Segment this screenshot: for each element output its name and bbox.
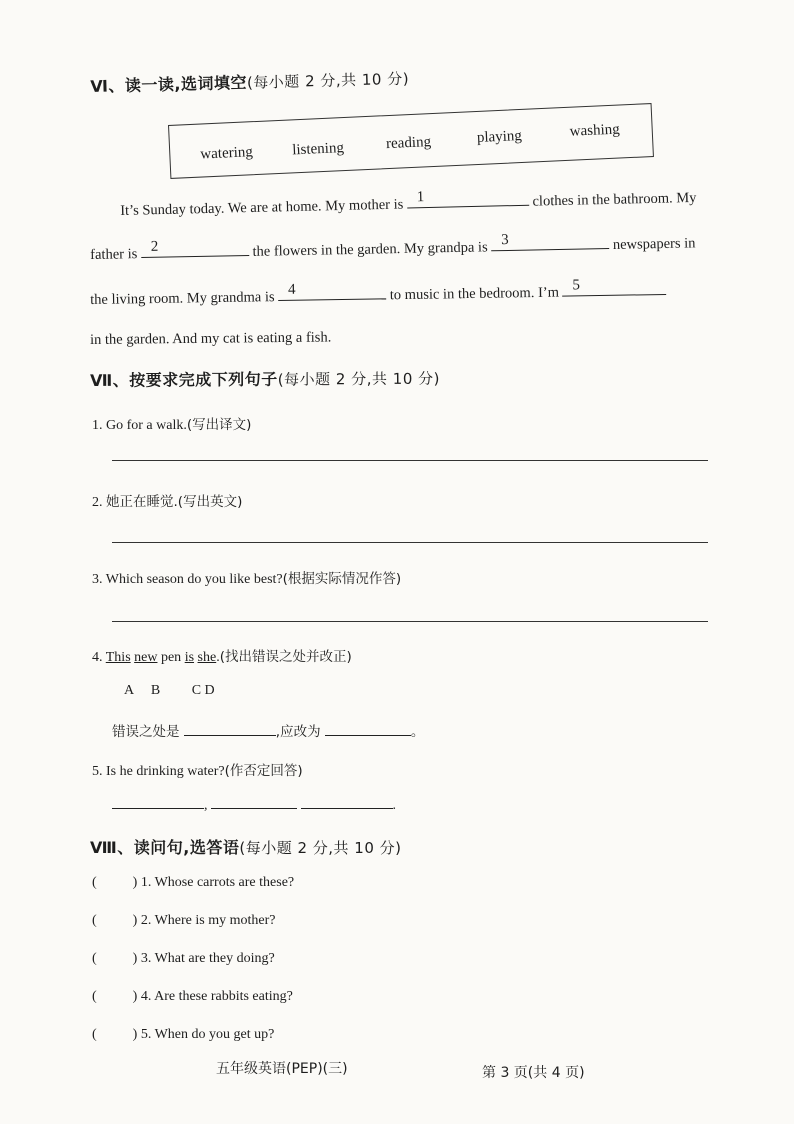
- question-number: 2.: [92, 495, 103, 510]
- end-mark: 。: [410, 724, 425, 740]
- section-8-title: Ⅷ、读问句,选答语: [90, 838, 240, 857]
- answer-line-3[interactable]: [112, 621, 708, 622]
- passage-line-2: [90, 232, 696, 264]
- question-number: 5.: [92, 764, 103, 779]
- question-instruction: (找出错误之处并改正): [219, 649, 352, 665]
- question-instruction: (写出英文): [177, 494, 243, 510]
- blank-4[interactable]: [278, 281, 386, 301]
- fix-label: ,应改为: [275, 724, 321, 740]
- answer-paren-open[interactable]: (: [92, 875, 97, 890]
- question-7-5: [92, 759, 303, 780]
- item-text: Where is my mother?: [154, 913, 276, 928]
- question-text: Go for a walk.: [106, 418, 187, 433]
- letter-cd: C D: [191, 683, 215, 698]
- section-6-note: (每小题 2 分,共 10 分): [246, 69, 410, 92]
- blank-1[interactable]: [407, 191, 529, 209]
- answer-line-2[interactable]: [112, 542, 708, 543]
- blank-3[interactable]: [491, 231, 609, 251]
- passage-text: the flowers in the garden. My grandpa is: [252, 239, 488, 260]
- answer-blank-3[interactable]: [301, 796, 393, 809]
- answer-blank-1[interactable]: [112, 796, 204, 809]
- answer-paren-open[interactable]: (: [92, 951, 97, 966]
- question-text: 她正在睡觉.: [106, 494, 178, 510]
- choice-item: [92, 913, 276, 929]
- question-number: 4.: [92, 650, 103, 665]
- passage-text: father is: [90, 246, 138, 263]
- choice-item: [92, 951, 275, 967]
- section-6-title: Ⅵ、读一读,选词填空: [90, 72, 248, 96]
- footer-page-number: 第 3 页(共 4 页): [482, 1065, 585, 1081]
- passage-line-4: [90, 329, 331, 349]
- blank-2[interactable]: [141, 238, 249, 258]
- section-8-note: (每小题 2 分,共 10 分): [239, 839, 402, 857]
- word-bank-word: watering: [200, 144, 254, 163]
- item-number: 4.: [140, 989, 152, 1004]
- blank-number: 2: [150, 238, 159, 255]
- passage-text: newspapers in: [612, 235, 696, 253]
- passage-text: the living room. My grandma is: [90, 289, 275, 308]
- question-instruction: (作否定回答): [224, 763, 303, 779]
- error-label: 错误之处是: [112, 724, 180, 740]
- section-8-heading: [90, 835, 402, 858]
- passage-text: to music in the bedroom. I’m: [389, 284, 560, 304]
- answer-paren-open[interactable]: (: [92, 913, 97, 928]
- question-number: 1.: [92, 418, 103, 433]
- footer-title: 五年级英语(PEP)(三): [216, 1061, 348, 1077]
- blank-5[interactable]: [562, 277, 666, 297]
- question-text: Is he drinking water?: [106, 764, 225, 779]
- answer-line-1[interactable]: [112, 460, 708, 461]
- item-number: 2.: [140, 913, 152, 928]
- sentence-word-d: she: [197, 650, 217, 665]
- answer-blank-2[interactable]: [211, 796, 297, 809]
- answer-paren-close: ): [132, 1027, 138, 1042]
- question-number: 3.: [92, 572, 103, 587]
- fix-blank[interactable]: [325, 723, 411, 736]
- section-7-note: (每小题 2 分,共 10 分): [277, 369, 441, 389]
- item-number: 5.: [140, 1027, 152, 1042]
- question-instruction: (根据实际情况作答): [282, 571, 402, 587]
- choice-item: [92, 875, 294, 891]
- error-correction-row: [112, 720, 424, 740]
- sentence-word-b: new: [134, 650, 158, 665]
- answer-paren-open[interactable]: (: [92, 1027, 97, 1042]
- blank-number: 3: [501, 231, 509, 249]
- sentence-word-c: is: [184, 650, 195, 665]
- section-6-heading: [90, 66, 409, 97]
- choice-item: [92, 989, 293, 1005]
- word-bank-word: washing: [569, 121, 621, 140]
- question-7-1: [92, 413, 251, 434]
- letter-a: A: [124, 683, 134, 698]
- passage-text: in the garden. And my cat is eating a fish.: [90, 329, 332, 348]
- item-text: What are they doing?: [154, 951, 275, 966]
- choice-item: [92, 1027, 274, 1043]
- question-7-2: [92, 490, 242, 511]
- question-text: Which season do you like best?: [105, 572, 283, 587]
- passage-text: It’s Sunday today. We are at home. My mother is: [120, 196, 404, 219]
- item-text: Whose carrots are these?: [154, 875, 295, 890]
- word-bank-box: [168, 103, 654, 179]
- letter-b: B: [150, 683, 161, 698]
- answer-paren-close: ): [132, 951, 138, 966]
- option-letters: [124, 683, 215, 699]
- answer-paren-close: ): [132, 989, 138, 1004]
- answer-row-5: [112, 796, 396, 814]
- comma: ,: [204, 798, 208, 813]
- word-bank-word: listening: [291, 140, 345, 159]
- passage-text: clothes in the bathroom. My: [532, 189, 697, 210]
- question-7-3: [92, 567, 401, 588]
- section-7-title: Ⅶ、按要求完成下列句子: [90, 369, 278, 390]
- sentence-word-a: This: [105, 650, 131, 665]
- word-bank-word: reading: [385, 134, 432, 153]
- passage-line-3: [90, 277, 667, 309]
- blank-number: 5: [572, 277, 581, 294]
- period: .: [392, 798, 396, 813]
- blank-number: 1: [416, 189, 425, 206]
- answer-paren-close: ): [132, 913, 138, 928]
- passage-line-1: [120, 187, 697, 220]
- sentence-word: pen: [160, 650, 182, 665]
- answer-paren-close: ): [132, 875, 138, 890]
- error-blank[interactable]: [184, 723, 276, 736]
- item-number: 3.: [140, 951, 152, 966]
- question-7-4: [92, 645, 352, 666]
- item-text: Are these rabbits eating?: [154, 989, 293, 1004]
- sentence-period: .: [216, 650, 220, 665]
- item-number: 1.: [140, 875, 152, 890]
- question-instruction: (写出译文): [186, 417, 252, 433]
- word-bank-word: playing: [476, 127, 523, 146]
- blank-number: 4: [287, 281, 296, 298]
- item-text: When do you get up?: [154, 1027, 275, 1042]
- section-7-heading: [90, 366, 440, 391]
- answer-paren-open[interactable]: (: [92, 989, 97, 1004]
